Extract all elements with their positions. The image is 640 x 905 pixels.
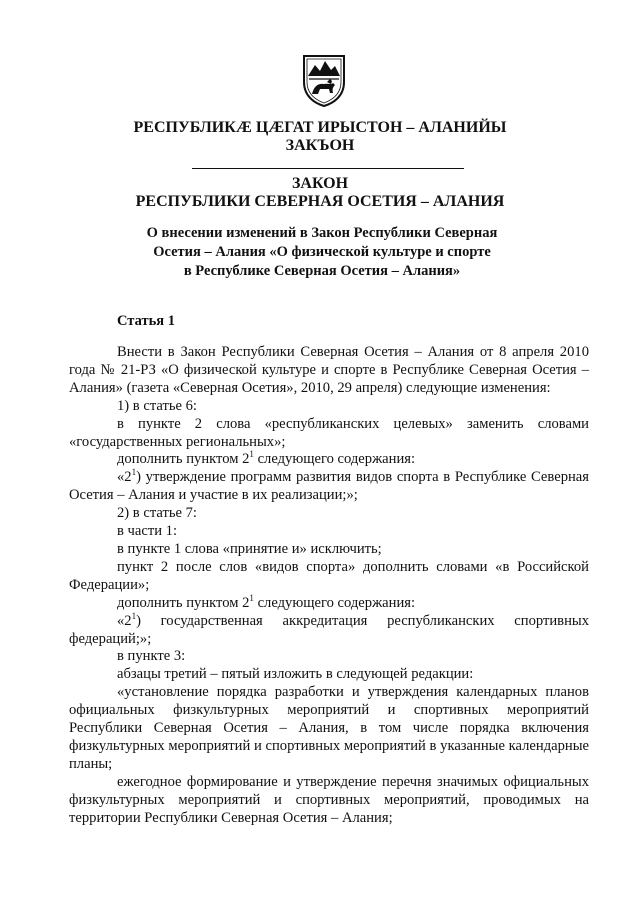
paragraph-text: «2 [117, 612, 132, 629]
superscript: 1 [249, 592, 254, 603]
law-title-line: Осетия – Алания «О физической культуре и спорте [153, 244, 491, 260]
republic-name-russian: РЕСПУБЛИКИ СЕВЕРНАЯ ОСЕТИЯ – АЛАНИЯ [135, 193, 505, 210]
law-word-russian: ЗАКОН [291, 175, 349, 192]
paragraph-text: ) государственная аккредитация республиканских спортивных федераций;»; [69, 612, 589, 647]
article-body [69, 344, 589, 827]
paragraph: в пункте 1 слова «принятие и» исключить; [117, 540, 382, 557]
superscript: 1 [131, 467, 137, 478]
paragraph: в пункте 3: [117, 648, 186, 665]
paragraph: в пункте 2 слова «республиканских целевых» заменить словами «государственных региональных»; [69, 415, 589, 450]
paragraph: в части 1: [117, 523, 178, 540]
superscript: 1 [131, 610, 137, 621]
law-word-ossetian: ЗАКЪОН [285, 137, 355, 154]
superscript: 1 [249, 449, 254, 460]
paragraph-text: дополнить пунктом 2 [117, 451, 250, 468]
paragraph [69, 610, 589, 649]
law-title-line: в Республике Северная Осетия – Алания» [183, 263, 461, 279]
paragraph: ежегодное формирование и утверждение перечня значимых официальных физкультурных мероприятий и спортивных мероприятий, проводимых на территории Республики Северная Осетия – Алания; [69, 773, 589, 826]
paragraph: Внести в Закон Республики Северная Осетия – Алания от 8 апреля 2010 года № 21-РЗ «О физической культуре и спорте в Республике Северная Осетия – Алания» (газета «Северная Осетия», 2010, 29 апреля) следующие изменения: [69, 344, 589, 396]
paragraph-text: следующего содержания: [253, 451, 416, 468]
law-title-line: О внесении изменений в Закон Республики Северная [146, 225, 498, 241]
paragraph-text: следующего содержания: [253, 594, 416, 611]
paragraph: «установление порядка разработки и утверждения календарных планов официальных физкультурных мероприятий и спортивных мероприятий Республики Северная Осетия – Алания, в том числе порядка включения физкультурных мероприятий и спортивных мероприятий в указанные календарные планы; [69, 684, 589, 772]
paragraph: абзацы третий – пятый изложить в следующей редакции: [117, 666, 474, 683]
article-heading: Статья 1 [117, 313, 175, 329]
paragraph: 1) в статье 6: [117, 397, 197, 414]
coat-of-arms-icon [300, 52, 348, 108]
separator-line [192, 168, 464, 169]
paragraph [69, 451, 589, 469]
law-title [110, 224, 534, 281]
paragraph [69, 469, 589, 505]
paragraph [69, 592, 589, 613]
paragraph: пункт 2 после слов «видов спорта» дополнить словами «в Российской Федерации»; [69, 558, 589, 593]
paragraph-text: ) утверждение программ развития видов спорта в Республике Северная Осетия – Алания и участие в их реализации;»; [69, 469, 589, 504]
paragraph: 2) в статье 7: [117, 505, 197, 522]
paragraph-text: «2 [117, 469, 132, 486]
republic-name-ossetian: РЕСПУБЛИКӔ ЦӔГАТ ИРЫСТОН – АЛАНИЙЫ [133, 119, 507, 136]
paragraph-text: дополнить пунктом 2 [117, 594, 250, 611]
